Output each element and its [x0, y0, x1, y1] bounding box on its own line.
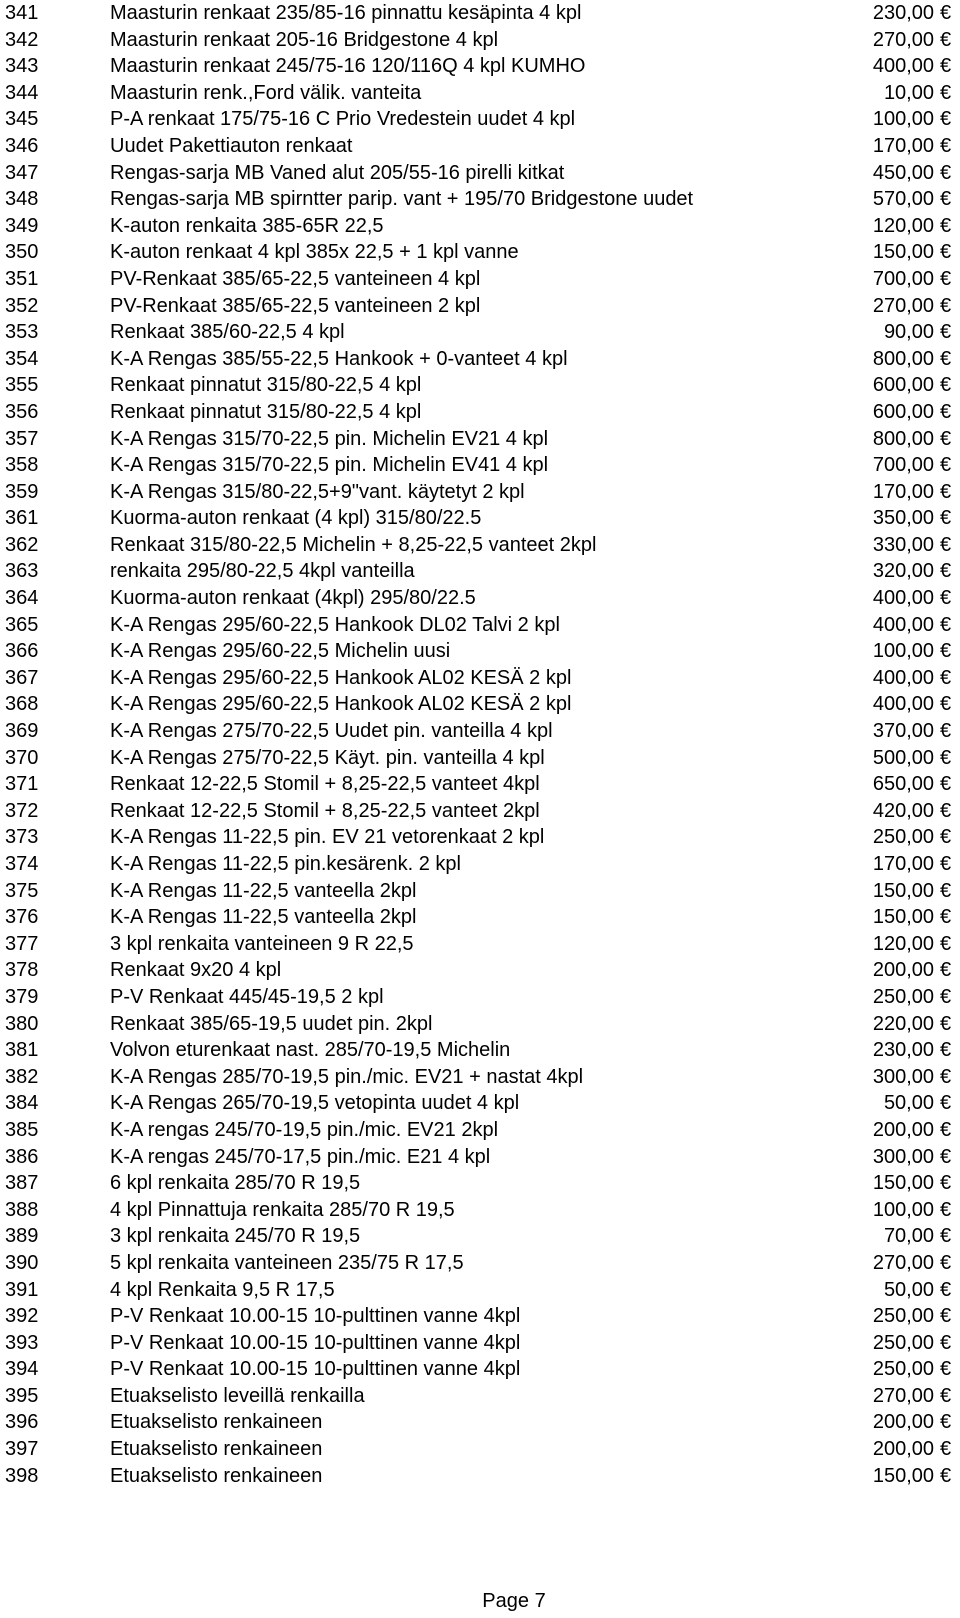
item-description: K-auton renkaita 385-65R 22,5 — [110, 214, 384, 237]
list-item — [0, 851, 960, 878]
item-price: 400,00 — [872, 666, 934, 689]
item-description: K-A Rengas 11-22,5 pin.kesärenk. 2 kpl — [110, 853, 461, 875]
list-item — [0, 133, 960, 160]
currency-symbol: € — [940, 959, 952, 982]
currency-symbol: € — [940, 2, 952, 24]
currency-symbol: € — [940, 507, 952, 530]
item-number: 349 — [5, 214, 39, 237]
item-number: 369 — [5, 720, 39, 743]
list-item — [0, 585, 960, 612]
item-price: 200,00 — [872, 1118, 934, 1141]
item-price: 650,00 — [872, 773, 934, 796]
currency-symbol: € — [940, 985, 952, 1008]
item-description: K-A Rengas 315/80-22,5+9"vant. käytetyt 2 kpl — [110, 480, 525, 503]
item-number: 391 — [5, 1278, 39, 1301]
item-description: Maasturin renkaat 245/75-16 120/116Q 4 kpl KUMHO — [110, 55, 586, 78]
currency-symbol: € — [940, 1358, 952, 1381]
currency-symbol: € — [940, 81, 952, 104]
item-description: P-V Renkaat 10.00-15 10-pulttinen vanne 4kpl — [110, 1305, 521, 1328]
item-description: Maasturin renk.,Ford välik. vanteita — [110, 81, 422, 104]
item-price: 150,00 — [872, 1464, 934, 1487]
item-description: Rengas-sarja MB Vaned alut 205/55-16 pirelli kitkat — [110, 161, 565, 184]
item-number: 387 — [5, 1172, 39, 1195]
item-number: 348 — [5, 188, 39, 211]
currency-symbol: € — [940, 1012, 952, 1035]
item-number: 371 — [5, 773, 39, 796]
item-price: 400,00 — [872, 613, 934, 636]
currency-symbol: € — [940, 1278, 952, 1301]
item-description: K-A Rengas 295/60-22,5 Hankook DL02 Talvi 2 kpl — [110, 613, 560, 636]
list-item — [0, 1277, 960, 1304]
item-number: 375 — [5, 879, 39, 902]
list-item — [0, 957, 960, 984]
item-description: K-auton renkaat 4 kpl 385x 22,5 + 1 kpl vanne — [110, 241, 519, 264]
list-item — [0, 213, 960, 240]
item-number: 389 — [5, 1225, 39, 1248]
item-number: 364 — [5, 587, 39, 610]
item-number: 381 — [5, 1039, 39, 1062]
item-description: Kuorma-auton renkaat (4 kpl) 315/80/22.5 — [110, 507, 482, 530]
item-description: K-A Rengas 295/60-22,5 Hankook AL02 KESÄ 2 kpl — [110, 666, 572, 689]
list-item — [0, 931, 960, 958]
item-description: K-A Rengas 285/70-19,5 pin./mic. EV21 + nastat 4kpl — [110, 1065, 584, 1088]
item-price: 300,00 — [872, 1065, 934, 1088]
item-price: 170,00 — [872, 480, 934, 503]
item-number: 347 — [5, 161, 39, 184]
currency-symbol: € — [940, 108, 952, 131]
list-item — [0, 426, 960, 453]
item-price: 250,00 — [872, 985, 934, 1008]
list-item — [0, 691, 960, 718]
item-price: 500,00 — [872, 746, 934, 769]
list-item — [0, 1144, 960, 1171]
list-item — [0, 771, 960, 798]
item-description: Renkaat pinnatut 315/80-22,5 4 kpl — [110, 374, 422, 397]
currency-symbol: € — [940, 560, 952, 583]
item-number: 353 — [5, 321, 39, 344]
currency-symbol: € — [940, 55, 952, 78]
item-number: 355 — [5, 374, 39, 397]
item-description: Rengas-sarja MB spirntter parip. vant + 195/70 Bridgestone uudet — [110, 188, 694, 211]
list-item — [0, 665, 960, 692]
list-item — [0, 0, 960, 27]
list-item — [0, 27, 960, 54]
currency-symbol: € — [940, 454, 952, 477]
list-item — [0, 1330, 960, 1357]
item-description: P-V Renkaat 10.00-15 10-pulttinen vanne 4kpl — [110, 1358, 521, 1381]
currency-symbol: € — [940, 347, 952, 370]
currency-symbol: € — [940, 294, 952, 317]
item-number: 366 — [5, 640, 39, 663]
currency-symbol: € — [940, 879, 952, 902]
item-description: Etuakselisto leveillä renkailla — [110, 1384, 365, 1407]
currency-symbol: € — [940, 28, 952, 51]
list-item — [0, 745, 960, 772]
item-price: 150,00 — [872, 906, 934, 929]
item-price: 600,00 — [872, 374, 934, 397]
item-price: 230,00 — [872, 1039, 934, 1062]
item-description: K-A rengas 245/70-19,5 pin./mic. EV21 2kpl — [110, 1118, 499, 1141]
currency-symbol: € — [940, 906, 952, 929]
item-number: 365 — [5, 613, 39, 636]
item-price: 200,00 — [872, 959, 934, 982]
currency-symbol: € — [940, 188, 952, 211]
list-item — [0, 1170, 960, 1197]
item-number: 378 — [5, 959, 39, 982]
list-item — [0, 532, 960, 559]
item-price: 400,00 — [872, 693, 934, 716]
list-item — [0, 346, 960, 373]
item-description: P-V Renkaat 445/45-19,5 2 kpl — [110, 985, 384, 1008]
item-price: 270,00 — [872, 294, 934, 317]
item-number: 392 — [5, 1305, 39, 1328]
item-number: 395 — [5, 1384, 39, 1407]
item-number: 367 — [5, 666, 39, 689]
list-item — [0, 1356, 960, 1383]
currency-symbol: € — [940, 1251, 952, 1274]
item-price: 320,00 — [872, 560, 934, 583]
item-price: 270,00 — [872, 28, 934, 51]
item-price: 600,00 — [872, 400, 934, 423]
list-item — [0, 1303, 960, 1330]
item-price: 50,00 — [883, 1278, 934, 1301]
item-description: renkaita 295/80-22,5 4kpl vanteilla — [110, 560, 415, 583]
item-price: 250,00 — [872, 826, 934, 849]
list-item — [0, 372, 960, 399]
list-item — [0, 824, 960, 851]
item-number: 346 — [5, 134, 39, 157]
item-price: 330,00 — [872, 533, 934, 556]
item-description: K-A Rengas 11-22,5 pin. EV 21 vetorenkaat 2 kpl — [110, 826, 545, 849]
item-description: Maasturin renkaat 235/85-16 pinnattu kesäpinta 4 kpl — [110, 2, 582, 24]
item-number: 356 — [5, 400, 39, 423]
currency-symbol: € — [940, 1225, 952, 1248]
list-item — [0, 612, 960, 639]
currency-symbol: € — [940, 1331, 952, 1354]
currency-symbol: € — [940, 587, 952, 610]
list-item — [0, 1409, 960, 1436]
currency-symbol: € — [940, 134, 952, 157]
item-price: 100,00 — [872, 1198, 934, 1221]
currency-symbol: € — [940, 1039, 952, 1062]
item-number: 373 — [5, 826, 39, 849]
list-item — [0, 1436, 960, 1463]
currency-symbol: € — [940, 826, 952, 849]
currency-symbol: € — [940, 427, 952, 450]
currency-symbol: € — [940, 613, 952, 636]
item-number: 379 — [5, 985, 39, 1008]
item-number: 398 — [5, 1464, 39, 1487]
list-item — [0, 399, 960, 426]
item-description: Volvon eturenkaat nast. 285/70-19,5 Michelin — [110, 1039, 511, 1062]
item-number: 342 — [5, 28, 39, 51]
list-item — [0, 798, 960, 825]
item-price: 700,00 — [872, 454, 934, 477]
item-number: 363 — [5, 560, 39, 583]
currency-symbol: € — [940, 746, 952, 769]
item-number: 368 — [5, 693, 39, 716]
currency-symbol: € — [940, 693, 952, 716]
item-number: 352 — [5, 294, 39, 317]
item-description: K-A rengas 245/70-17,5 pin./mic. E21 4 kpl — [110, 1145, 491, 1168]
item-price: 700,00 — [872, 267, 934, 290]
item-description: K-A Rengas 265/70-19,5 vetopinta uudet 4 kpl — [110, 1092, 520, 1115]
item-price: 100,00 — [872, 108, 934, 131]
currency-symbol: € — [940, 1118, 952, 1141]
list-item — [0, 186, 960, 213]
item-description: 4 kpl Renkaita 9,5 R 17,5 — [110, 1278, 335, 1301]
item-description: Uudet Pakettiauton renkaat — [110, 134, 353, 157]
item-number: 357 — [5, 427, 39, 450]
list-item — [0, 1117, 960, 1144]
item-price: 300,00 — [872, 1145, 934, 1168]
item-number: 345 — [5, 108, 39, 131]
item-number: 361 — [5, 507, 39, 530]
currency-symbol: € — [940, 1305, 952, 1328]
list-item — [0, 1463, 960, 1490]
item-description: Etuakselisto renkaineen — [110, 1438, 323, 1461]
item-price: 50,00 — [883, 1092, 934, 1115]
item-price: 250,00 — [872, 1331, 934, 1354]
currency-symbol: € — [940, 161, 952, 184]
item-description: PV-Renkaat 385/65-22,5 vanteineen 2 kpl — [110, 294, 481, 317]
item-number: 380 — [5, 1012, 39, 1035]
list-item — [0, 718, 960, 745]
item-number: 362 — [5, 533, 39, 556]
item-number: 370 — [5, 746, 39, 769]
list-item — [0, 452, 960, 479]
item-price: 100,00 — [872, 640, 934, 663]
item-price: 270,00 — [872, 1251, 934, 1274]
item-description: 3 kpl renkaita 245/70 R 19,5 — [110, 1225, 361, 1248]
item-price: 170,00 — [872, 853, 934, 875]
currency-symbol: € — [940, 1384, 952, 1407]
list-item — [0, 1223, 960, 1250]
list-item — [0, 1064, 960, 1091]
currency-symbol: € — [940, 241, 952, 264]
currency-symbol: € — [940, 1092, 952, 1115]
item-price: 570,00 — [872, 188, 934, 211]
item-number: 372 — [5, 799, 39, 822]
item-description: P-V Renkaat 10.00-15 10-pulttinen vanne 4kpl — [110, 1331, 521, 1354]
item-price: 170,00 — [872, 134, 934, 157]
list-item — [0, 479, 960, 506]
item-description: Maasturin renkaat 205-16 Bridgestone 4 kpl — [110, 28, 499, 51]
item-number: 396 — [5, 1411, 39, 1434]
item-price: 200,00 — [872, 1411, 934, 1434]
list-item — [0, 160, 960, 187]
list-item — [0, 266, 960, 293]
currency-symbol: € — [940, 773, 952, 796]
list-item — [0, 984, 960, 1011]
item-description: 6 kpl renkaita 285/70 R 19,5 — [110, 1172, 361, 1195]
item-number: 341 — [5, 2, 39, 24]
currency-symbol: € — [940, 1411, 952, 1434]
item-number: 344 — [5, 81, 39, 104]
item-number: 386 — [5, 1145, 39, 1168]
list-item — [0, 239, 960, 266]
item-number: 351 — [5, 267, 39, 290]
list-item — [0, 638, 960, 665]
item-price: 10,00 — [883, 81, 934, 104]
currency-symbol: € — [940, 321, 952, 344]
item-description: Kuorma-auton renkaat (4kpl) 295/80/22.5 — [110, 587, 476, 610]
item-number: 390 — [5, 1251, 39, 1274]
item-price: 250,00 — [872, 1305, 934, 1328]
item-number: 374 — [5, 853, 39, 875]
item-number: 382 — [5, 1065, 39, 1088]
item-price: 400,00 — [872, 55, 934, 78]
item-price: 70,00 — [883, 1225, 934, 1248]
currency-symbol: € — [940, 799, 952, 822]
item-price: 400,00 — [872, 587, 934, 610]
item-description: Renkaat 385/60-22,5 4 kpl — [110, 321, 345, 344]
currency-symbol: € — [940, 1464, 952, 1487]
item-description: K-A Rengas 295/60-22,5 Hankook AL02 KESÄ 2 kpl — [110, 693, 572, 716]
list-item — [0, 53, 960, 80]
list-item — [0, 904, 960, 931]
currency-symbol: € — [940, 1145, 952, 1168]
item-price: 200,00 — [872, 1438, 934, 1461]
item-number: 376 — [5, 906, 39, 929]
item-number: 359 — [5, 480, 39, 503]
item-description: Renkaat 12-22,5 Stomil + 8,25-22,5 vanteet 2kpl — [110, 799, 540, 822]
item-number: 377 — [5, 932, 39, 955]
item-number: 397 — [5, 1438, 39, 1461]
currency-symbol: € — [940, 932, 952, 955]
item-description: 3 kpl renkaita vanteineen 9 R 22,5 — [110, 932, 414, 955]
currency-symbol: € — [940, 666, 952, 689]
item-description: PV-Renkaat 385/65-22,5 vanteineen 4 kpl — [110, 267, 481, 290]
item-number: 358 — [5, 454, 39, 477]
item-price: 150,00 — [872, 1172, 934, 1195]
currency-symbol: € — [940, 1172, 952, 1195]
item-description: K-A Rengas 295/60-22,5 Michelin uusi — [110, 640, 451, 663]
item-description: Renkaat 12-22,5 Stomil + 8,25-22,5 vanteet 4kpl — [110, 773, 540, 796]
item-number: 385 — [5, 1118, 39, 1141]
item-number: 388 — [5, 1198, 39, 1221]
item-number: 384 — [5, 1092, 39, 1115]
list-item — [0, 1197, 960, 1224]
item-description: K-A Rengas 275/70-22,5 Uudet pin. vanteilla 4 kpl — [110, 720, 553, 743]
item-number: 350 — [5, 241, 39, 264]
list-item — [0, 106, 960, 133]
currency-symbol: € — [940, 214, 952, 237]
currency-symbol: € — [940, 1438, 952, 1461]
item-price: 420,00 — [872, 799, 934, 822]
item-description: K-A Rengas 11-22,5 vanteella 2kpl — [110, 879, 417, 902]
item-description: K-A Rengas 385/55-22,5 Hankook + 0-vanteet 4 kpl — [110, 347, 568, 370]
item-description: Etuakselisto renkaineen — [110, 1411, 323, 1434]
list-item — [0, 1037, 960, 1064]
list-item — [0, 1011, 960, 1038]
currency-symbol: € — [940, 400, 952, 423]
list-item — [0, 80, 960, 107]
item-price: 120,00 — [872, 214, 934, 237]
item-description: Etuakselisto renkaineen — [110, 1464, 323, 1487]
list-item — [0, 558, 960, 585]
item-description: K-A Rengas 275/70-22,5 Käyt. pin. vanteilla 4 kpl — [110, 746, 545, 769]
item-description: P-A renkaat 175/75-16 C Prio Vredestein uudet 4 kpl — [110, 108, 576, 131]
list-item — [0, 1090, 960, 1117]
item-price: 230,00 — [872, 2, 934, 24]
currency-symbol: € — [940, 720, 952, 743]
list-item — [0, 1383, 960, 1410]
item-price: 800,00 — [872, 347, 934, 370]
item-number: 394 — [5, 1358, 39, 1381]
list-item — [0, 505, 960, 532]
currency-symbol: € — [940, 640, 952, 663]
item-description: Renkaat pinnatut 315/80-22,5 4 kpl — [110, 400, 422, 423]
item-price: 90,00 — [883, 321, 934, 344]
item-price: 450,00 — [872, 161, 934, 184]
item-number: 354 — [5, 347, 39, 370]
item-price: 270,00 — [872, 1384, 934, 1407]
list-item — [0, 1250, 960, 1277]
currency-symbol: € — [940, 1198, 952, 1221]
item-number: 393 — [5, 1331, 39, 1354]
item-price: 220,00 — [872, 1012, 934, 1035]
item-description: 5 kpl renkaita vanteineen 235/75 R 17,5 — [110, 1251, 464, 1274]
currency-symbol: € — [940, 480, 952, 503]
item-description: Renkaat 385/65-19,5 uudet pin. 2kpl — [110, 1012, 433, 1035]
item-price: 150,00 — [872, 241, 934, 264]
item-price: 250,00 — [872, 1358, 934, 1381]
item-description: K-A Rengas 315/70-22,5 pin. Michelin EV41 4 kpl — [110, 454, 549, 477]
currency-symbol: € — [940, 374, 952, 397]
page-number: Page 7 — [482, 1590, 546, 1612]
item-number: 343 — [5, 55, 39, 78]
currency-symbol: € — [940, 853, 952, 875]
list-item — [0, 293, 960, 320]
currency-symbol: € — [940, 533, 952, 556]
item-description: Renkaat 315/80-22,5 Michelin + 8,25-22,5 vanteet 2kpl — [110, 533, 597, 556]
item-price: 350,00 — [872, 507, 934, 530]
currency-symbol: € — [940, 267, 952, 290]
currency-symbol: € — [940, 1065, 952, 1088]
item-price: 150,00 — [872, 879, 934, 902]
item-price: 800,00 — [872, 427, 934, 450]
item-description: Renkaat 9x20 4 kpl — [110, 959, 282, 982]
item-description: 4 kpl Pinnattuja renkaita 285/70 R 19,5 — [110, 1198, 455, 1221]
item-price: 370,00 — [872, 720, 934, 743]
item-price: 120,00 — [872, 932, 934, 955]
item-description: K-A Rengas 315/70-22,5 pin. Michelin EV21 4 kpl — [110, 427, 549, 450]
list-item — [0, 319, 960, 346]
item-description: K-A Rengas 11-22,5 vanteella 2kpl — [110, 906, 417, 929]
list-item — [0, 878, 960, 905]
